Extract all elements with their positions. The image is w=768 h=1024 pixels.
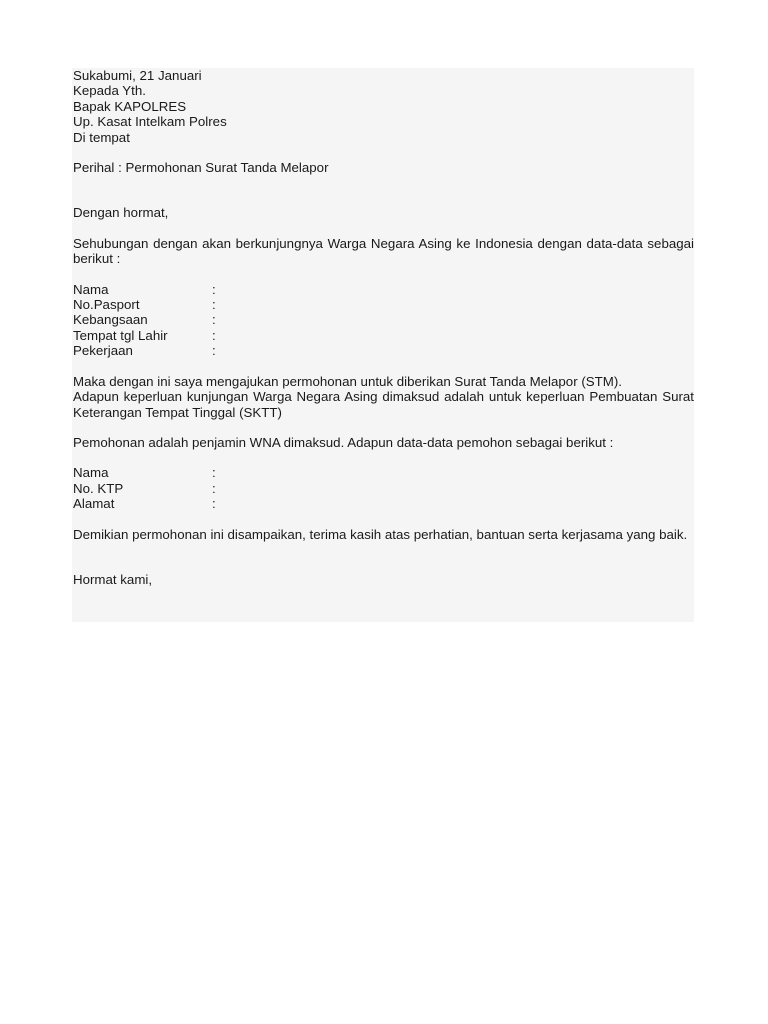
field-colon: : bbox=[212, 281, 216, 297]
recipient-line-1: Kepada Yth. bbox=[73, 83, 146, 99]
field-colon: : bbox=[212, 480, 216, 496]
field-row bbox=[73, 496, 694, 511]
field-row bbox=[73, 343, 694, 358]
field-row bbox=[73, 481, 694, 496]
greeting: Dengan hormat, bbox=[73, 205, 169, 221]
closing-paragraph: Demikian permohonan ini disampaikan, terima kasih atas perhatian, bantuan serta kerjasama yang baik. bbox=[73, 526, 688, 542]
field-colon: : bbox=[212, 327, 216, 343]
guarantor-paragraph: Pemohonan adalah penjamin WNA dimaksud. Adapun data-data pemohon sebagai berikut : bbox=[73, 434, 614, 450]
intro-paragraph: Sehubungan dengan akan berkunjungnya Warga Negara Asing ke Indonesia dengan data-data sebagai berikut : bbox=[73, 235, 694, 267]
recipient-line-4: Di tempat bbox=[73, 129, 130, 145]
request-rest: Adapun keperluan kunjungan Warga Negara Asing dimaksud adalah untuk keperluan Pembuatan Surat Keterangan Tempat Tinggal (SKTT) bbox=[73, 389, 694, 420]
field-label-ktp: No. KTP bbox=[73, 480, 124, 496]
foreigner-fields bbox=[73, 282, 694, 359]
recipient-line-2: Bapak KAPOLRES bbox=[73, 98, 187, 114]
field-label-occupation: Pekerjaan bbox=[73, 343, 133, 359]
request-line-1: Maka dengan ini saya mengajukan permohonan untuk diberikan Surat Tanda Melapor (STM). bbox=[73, 373, 622, 389]
place-date: Sukabumi, 21 Januari bbox=[73, 68, 202, 83]
field-label-passport: No.Pasport bbox=[73, 297, 140, 313]
request-paragraph bbox=[73, 374, 694, 420]
field-row bbox=[73, 328, 694, 343]
recipient-line-3: Up. Kasat Intelkam Polres bbox=[73, 114, 227, 130]
letter-body bbox=[72, 68, 694, 622]
field-label-birthplace-date: Tempat tgl Lahir bbox=[73, 327, 168, 343]
field-colon: : bbox=[212, 496, 216, 512]
field-row bbox=[73, 282, 694, 297]
field-row bbox=[73, 465, 694, 480]
subject-line: Perihal : Permohonan Surat Tanda Melapor bbox=[73, 160, 329, 176]
field-row bbox=[73, 297, 694, 312]
field-colon: : bbox=[212, 312, 216, 328]
field-colon: : bbox=[212, 343, 216, 359]
field-label-nama: Nama bbox=[73, 281, 109, 297]
field-label-address: Alamat bbox=[73, 496, 115, 512]
field-row bbox=[73, 312, 694, 327]
field-label-nationality: Kebangsaan bbox=[73, 312, 148, 328]
sign-off: Hormat kami, bbox=[73, 571, 153, 587]
field-label-nama: Nama bbox=[73, 465, 109, 481]
field-colon: : bbox=[212, 297, 216, 313]
guarantor-fields bbox=[73, 465, 694, 511]
field-colon: : bbox=[212, 465, 216, 481]
